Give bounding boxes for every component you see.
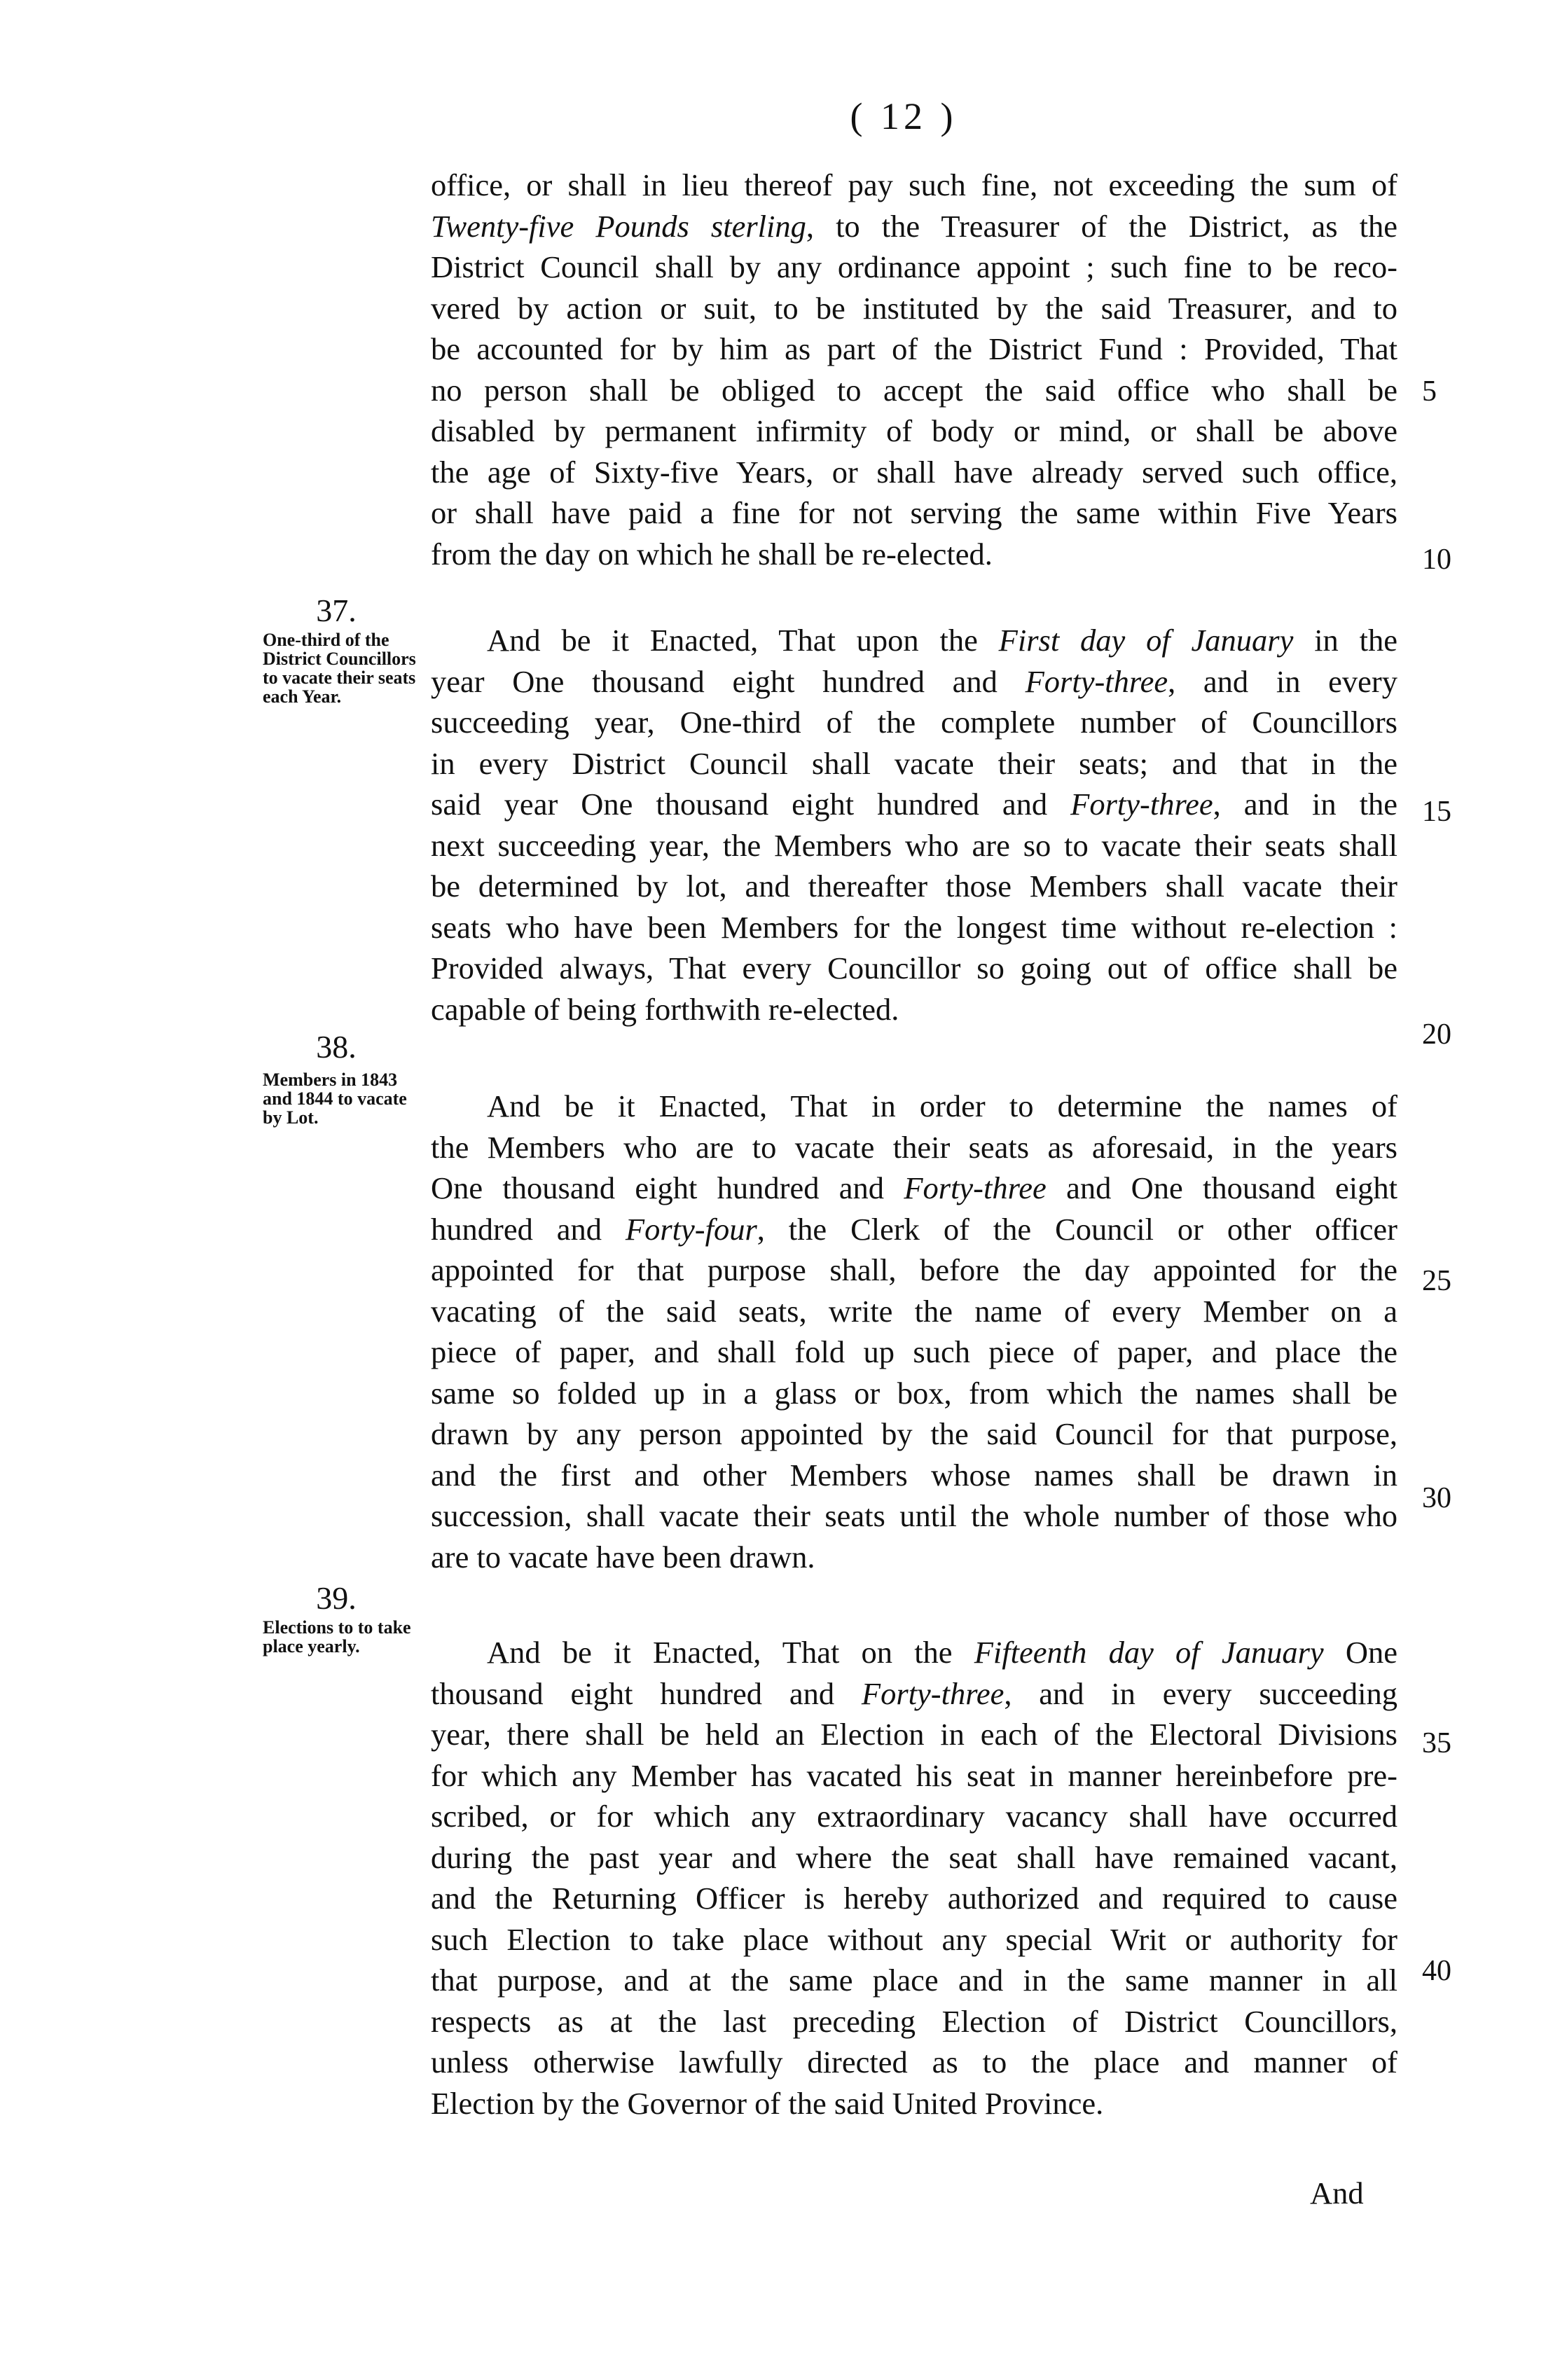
text-line: year, there shall be held an Election in each of the Electoral Divisions — [431, 1717, 1397, 1752]
section-39-body — [431, 1632, 1397, 2124]
text-line: such Election to take place without any special Writ or authority for — [431, 1921, 1397, 1957]
text-line: And be it Enacted, That on the Fifteenth day of January One — [487, 1635, 1397, 1670]
section-37-body — [431, 620, 1397, 1030]
text-line: be determined by lot, and thereafter those Members shall vacate their — [431, 869, 1397, 904]
text-line: And be it Enacted, That upon the First day of January in the — [487, 623, 1397, 658]
line-number: 20 — [1422, 1018, 1451, 1051]
text-line: or shall have paid a fine for not serving the same within Five Years — [431, 495, 1397, 530]
text-line: seats who have been Members for the longest time without re-election : — [431, 909, 1397, 945]
text-line: succession, shall vacate their seats until the whole number of those who — [431, 1498, 1397, 1533]
text-line: and the first and other Members whose names shall be drawn in — [431, 1457, 1397, 1493]
line-number: 40 — [1422, 1955, 1451, 1987]
text-line: are to vacate have been drawn. — [431, 1539, 815, 1575]
text-line: from the day on which he shall be re-elected. — [431, 536, 993, 572]
section-38-number: 38. — [316, 1029, 357, 1065]
text-line: for which any Member has vacated his seat in manner hereinbefore pre- — [431, 1757, 1397, 1793]
text-line: vacating of the said seats, write the name of every Member on a — [431, 1293, 1397, 1329]
line-number: 30 — [1422, 1482, 1451, 1514]
text-line: appointed for that purpose shall, before the day appointed for the — [431, 1252, 1397, 1287]
text-line: And be it Enacted, That in order to determine the names of — [487, 1088, 1397, 1123]
text-line: during the past year and where the seat shall have remained vacant, — [431, 1839, 1397, 1875]
text-line: that purpose, and at the same place and in the same manner in all — [431, 1963, 1397, 1998]
text-line: office, or shall in lieu thereof pay such fine, not exceeding the sum of — [431, 167, 1397, 202]
text-line: Twenty-five Pounds sterling, to the Treasurer of the District, as the — [431, 208, 1397, 244]
text-line: Provided always, That every Councillor so going out of office shall be — [431, 950, 1397, 985]
text-line: unless otherwise lawfully directed as to the place and manner of — [431, 2045, 1397, 2080]
text-line: the age of Sixty-five Years, or shall have already served such office, — [431, 454, 1397, 490]
text-line: capable of being forthwith re-elected. — [431, 991, 899, 1027]
text-line: next succeeding year, the Members who are so to vacate their seats shall — [431, 827, 1397, 863]
text-line: said year One thousand eight hundred and Forty-three, and in the — [431, 787, 1397, 822]
text-line: the Members who are to vacate their seats as aforesaid, in the years — [431, 1129, 1397, 1165]
text-line: thousand eight hundred and Forty-three, and in every succeeding — [431, 1675, 1397, 1711]
text-line: piece of paper, and shall fold up such piece of paper, and place the — [431, 1334, 1397, 1369]
text-line: vered by action or suit, to be instituted by the said Treasurer, and to — [431, 290, 1397, 326]
text-line: drawn by any person appointed by the said Council for that purpose, — [431, 1416, 1397, 1451]
text-line: be accounted for by him as part of the District Fund : Provided, That — [431, 331, 1397, 366]
section-38-note: Members in 1843 and 1844 to vacate by Lot. — [263, 1070, 407, 1128]
text-line: in every District Council shall vacate their seats; and that in the — [431, 745, 1397, 781]
text-line: One thousand eight hundred and Forty-three and One thousand eight — [431, 1170, 1397, 1205]
text-line: hundred and Forty-four, the Clerk of the Council or other officer — [431, 1211, 1397, 1247]
catchword: And — [1310, 2175, 1364, 2211]
line-number: 35 — [1422, 1727, 1451, 1759]
text-line: scribed, or for which any extraordinary vacancy shall have occurred — [431, 1799, 1397, 1834]
line-number: 15 — [1422, 796, 1451, 828]
section-37-number: 37. — [316, 593, 357, 628]
text-line: no person shall be obliged to accept the said office who shall be — [431, 372, 1397, 408]
text-line: respects as at the last preceding Election of District Councillors, — [431, 2003, 1397, 2039]
line-number: 5 — [1422, 375, 1437, 408]
line-number: 25 — [1422, 1265, 1451, 1297]
paragraph-intro — [431, 165, 1397, 574]
page-number: ( 12 ) — [850, 95, 958, 137]
line-number: 10 — [1422, 544, 1451, 576]
text-line: and the Returning Officer is hereby authorized and required to cause — [431, 1881, 1397, 1916]
text-line: disabled by permanent infirmity of body or mind, or shall be above — [431, 413, 1397, 448]
text-line: same so folded up in a glass or box, from which the names shall be — [431, 1375, 1397, 1411]
section-37-note: One-third of the District Councillors to vacate their seats each Year. — [263, 630, 416, 707]
section-39-number: 39. — [316, 1580, 357, 1616]
text-line: Election by the Governor of the said United Province. — [431, 2085, 1104, 2121]
section-39-note: Elections to to take place yearly. — [263, 1617, 411, 1656]
text-line: succeeding year, One-third of the complete number of Councillors — [431, 705, 1397, 740]
text-line: year One thousand eight hundred and Forty-three, and in every — [431, 663, 1397, 699]
section-38-body — [431, 1086, 1397, 1577]
text-line: District Council shall by any ordinance appoint ; such fine to be reco- — [431, 249, 1397, 284]
